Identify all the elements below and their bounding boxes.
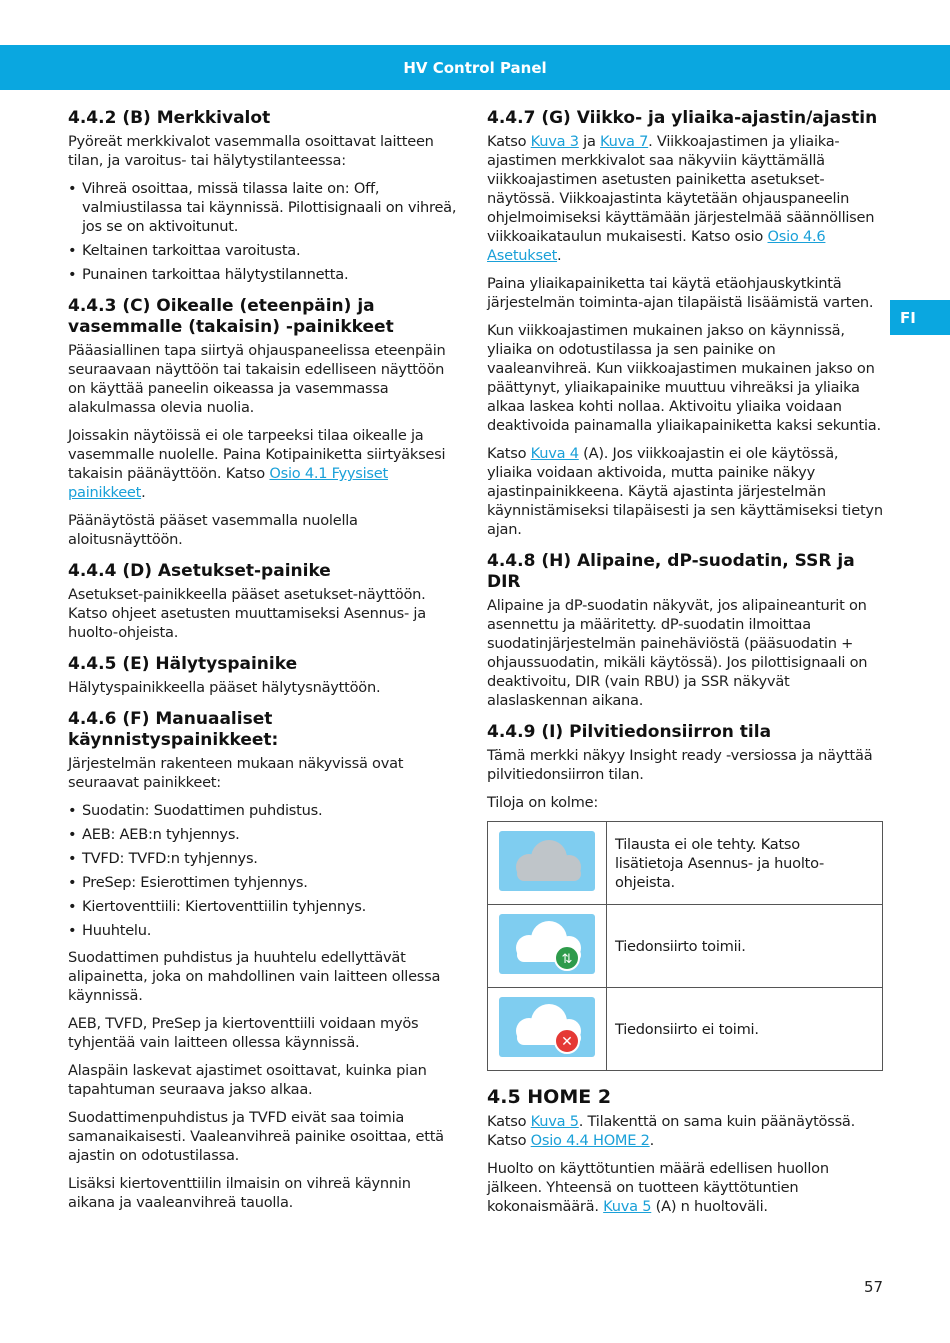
- table-row: [488, 822, 883, 905]
- paragraph: Alaspäin laskevat ajastimet osoittavat, kuinka pian tapahtuman seuraava jakso alkaa.: [68, 1062, 427, 1098]
- list-item: • PreSep: Esierottimen tyhjennys.: [68, 873, 460, 892]
- page-header: [0, 45, 950, 90]
- left-column: [68, 108, 460, 1221]
- table-cell-text: Tilausta ei ole tehty. Katso lisätietoja Asennus- ja huolto-ohjeista.: [607, 822, 883, 905]
- language-tab: [890, 300, 950, 335]
- table-cell: [488, 822, 607, 905]
- sync-badge-glyph: ⇅: [561, 952, 573, 967]
- paragraph: Hälytyspainikkeella pääset hälytysnäyttöön.: [68, 679, 381, 696]
- section-title-4-4-2: 4.4.2 (B) Merkkivalot: [68, 108, 271, 128]
- language-tab-label: FI: [900, 308, 916, 327]
- paragraph: Lisäksi kiertoventtiilin ilmaisin on vihreä käynnin aikana ja vaaleanvihreä tauolla.: [68, 1175, 411, 1211]
- list-item: • TVFD: TVFD:n tyhjennys.: [68, 849, 460, 868]
- paragraph: [68, 426, 460, 502]
- link-osio-4-6[interactable]: Osio 4.6 Asetukset: [487, 228, 826, 264]
- text-span: .: [141, 484, 146, 501]
- link-kuva-5[interactable]: Kuva 5: [603, 1198, 652, 1215]
- section-title-4-4-7: 4.4.7 (G) Viikko- ja yliaika-ajastin/ajastin: [487, 108, 878, 128]
- table-row: [488, 905, 883, 988]
- section-title-4-4-3: 4.4.3 (C) Oikealle (eteenpäin) ja vasemmalle (takaisin) -painikkeet: [68, 296, 394, 337]
- text-span: . Tilakenttä on sama kuin päänäytössä. Katso: [487, 1113, 856, 1149]
- table-cell: [488, 988, 607, 1071]
- paragraph: [487, 1159, 883, 1216]
- list-item: • Keltainen tarkoittaa varoitusta.: [68, 241, 460, 260]
- text-span: .: [557, 247, 562, 264]
- section-title-4-4-8: 4.4.8 (H) Alipaine, dP-suodatin, SSR ja DIR: [487, 551, 855, 592]
- paragraph: Alipaine ja dP-suodatin näkyvät, jos alipaineanturit on asennettu ja määritetty. dP-suodatin ilmoittaa suodatinjärjestelmän painehäviöstä (pääsuodatin + ohjaussuodatin, mikäli käytössä). Jos pilottisignaali on deaktivoitu, DIR (vain RBU) ja SSR näkyvät alaslaskennan aikana.: [487, 597, 868, 709]
- text-span: Katso: [487, 445, 531, 462]
- list-item: • Huuhtelu.: [68, 921, 460, 940]
- cloud-grey-icon: [499, 831, 595, 891]
- section-title-4-5: 4.5 HOME 2: [487, 1086, 612, 1108]
- table-cell-text: Tiedonsiirto toimii.: [607, 905, 883, 988]
- page-number: 57: [864, 1278, 884, 1296]
- paragraph: Tiloja on kolme:: [487, 794, 598, 811]
- section-title-4-4-9: 4.4.9 (I) Pilvitiedonsiirron tila: [487, 722, 772, 742]
- table-cell: [488, 905, 607, 988]
- section-title-4-4-4: 4.4.4 (D) Asetukset-painike: [68, 561, 331, 581]
- paragraph: Suodattimenpuhdistus ja TVFD eivät saa toimia samanaikaisesti. Vaaleanvihreä painike osoittaa, että ajastin on odotustilassa.: [68, 1109, 444, 1164]
- list-item: • AEB: AEB:n tyhjennys.: [68, 825, 460, 844]
- paragraph: AEB, TVFD, PreSep ja kiertoventtiili voidaan myös tyhjentää vain laitteen ollessa käynnissä.: [68, 1015, 419, 1051]
- paragraph: Pääasiallinen tapa siirtyä ohjauspaneelissa eteenpäin seuraavaan näyttöön tai takaisin edelliseen näyttöön on käyttää paneelin oikeassa ja vasemmassa alakulmassa olevia nuolia.: [68, 342, 446, 416]
- paragraph: [487, 132, 883, 265]
- paragraph: Päänäytöstä pääset vasemmalla nuolella aloitusnäyttöön.: [68, 512, 358, 548]
- paragraph: Asetukset-painikkeella pääset asetukset-näyttöön. Katso ohjeet asetusten muuttamiseksi Asennus- ja huolto-ohjeista.: [68, 586, 426, 641]
- table-cell-text: Tiedonsiirto ei toimi.: [607, 988, 883, 1071]
- paragraph: Paina yliaikapainiketta tai käytä etäohjauskytkintä järjestelmän toiminta-ajan tilapäistä lisäämistä varten.: [487, 275, 874, 311]
- list-item: • Vihreä osoittaa, missä tilassa laite on: Off, valmiustilassa tai käynnissä. Pilottisignaali on vihreä, jos se on aktivoitunut.: [68, 179, 460, 236]
- cloud-status-table: [487, 821, 883, 1071]
- link-kuva-5[interactable]: Kuva 5: [530, 1113, 579, 1130]
- text-span: Katso: [487, 1113, 531, 1130]
- paragraph: Järjestelmän rakenteen mukaan näkyvissä ovat seuraavat painikkeet:: [68, 755, 404, 791]
- paragraph: [487, 444, 883, 539]
- link-kuva-7[interactable]: Kuva 7: [600, 133, 649, 150]
- right-column: [487, 108, 883, 1225]
- paragraph: Kun viikkoajastimen mukainen jakso on käynnissä, yliaika on odotustilassa ja sen painike on vaaleanvihreä. Kun viikkoajastimen mukainen jakso on päättynyt, yliaikapainike muuttuu vihreäksi ja yliaika alkaa laskea kohti nollaa. Aktivoitu yliaika voidaan deaktivoida painamalla yliaikapainiketta kaksi sekuntia.: [487, 322, 881, 434]
- section-title-4-4-6: 4.4.6 (F) Manuaaliset käynnistyspainikkeet:: [68, 709, 279, 750]
- text-span: . Viikkoajastimen ja yliaika-ajastimen merkkivalot saa näkyviin käyttämällä viikkoajastimen asetusten painiketta asetukset-näytössä. Viikkoajastinta käytetään ohjauspaneelin ohjelmoimiseksi käyttämään järjestelmää säännöllisen viikkoaikataulun mukaisesti. Katso osio: [487, 133, 875, 245]
- bullet-list: [68, 179, 460, 284]
- link-kuva-4[interactable]: Kuva 4: [530, 445, 579, 462]
- paragraph: Tämä merkki näkyy Insight ready -versiossa ja näyttää pilvitiedonsiirron tilan.: [487, 747, 873, 783]
- text-span: Katso: [487, 133, 531, 150]
- text-span: ja: [578, 133, 601, 150]
- error-badge-glyph: ✕: [561, 1034, 573, 1050]
- text-span: Huolto on käyttötuntien määrä edellisen huollon jälkeen. Yhteensä on tuotteen käyttötuntien kokonaismäärä.: [487, 1160, 829, 1215]
- bullet-list: [68, 801, 460, 940]
- cloud-error-icon: [499, 997, 595, 1057]
- cloud-sync-ok-icon: [499, 914, 595, 974]
- list-item: • Punainen tarkoittaa hälytystilannetta.: [68, 265, 460, 284]
- text-span: (A) n huoltoväli.: [651, 1198, 768, 1215]
- link-kuva-3[interactable]: Kuva 3: [530, 133, 579, 150]
- section-title-4-4-5: 4.4.5 (E) Hälytyspainike: [68, 654, 298, 674]
- paragraph: [487, 1112, 883, 1150]
- paragraph: Pyöreät merkkivalot vasemmalla osoittavat laitteen tilan, ja varoitus- tai hälytystilanteessa:: [68, 133, 434, 169]
- table-row: [488, 988, 883, 1071]
- header-title: HV Control Panel: [403, 58, 547, 77]
- text-span: .: [649, 1132, 655, 1149]
- link-osio-4-4[interactable]: Osio 4.4 HOME 2: [530, 1132, 650, 1149]
- list-item: • Suodatin: Suodattimen puhdistus.: [68, 801, 460, 820]
- paragraph: Suodattimen puhdistus ja huuhtelu edellyttävät alipainetta, joka on mahdollinen vain laitteen ollessa käynnissä.: [68, 949, 441, 1004]
- list-item: • Kiertoventtiili: Kiertoventtiilin tyhjennys.: [68, 897, 460, 916]
- link-osio-4-1[interactable]: Osio 4.1 Fyysiset painikkeet: [68, 465, 388, 501]
- text-span: (A). Jos viikkoajastin ei ole käytössä, yliaika voidaan aktivoida, mutta painike näkyy ajastinpainikkeena. Käytä ajastinta järjestelmän käynnistämiseksi tilapäisesti ja sen käyttämiseksi tietyn ajan.: [487, 445, 883, 538]
- text-span: Joissakin näytöissä ei ole tarpeeksi tilaa oikealle ja vasemmalle nuolelle. Paina Kotipainiketta siirtyäksesi takaisin päänäyttöön. Katso: [68, 427, 446, 482]
